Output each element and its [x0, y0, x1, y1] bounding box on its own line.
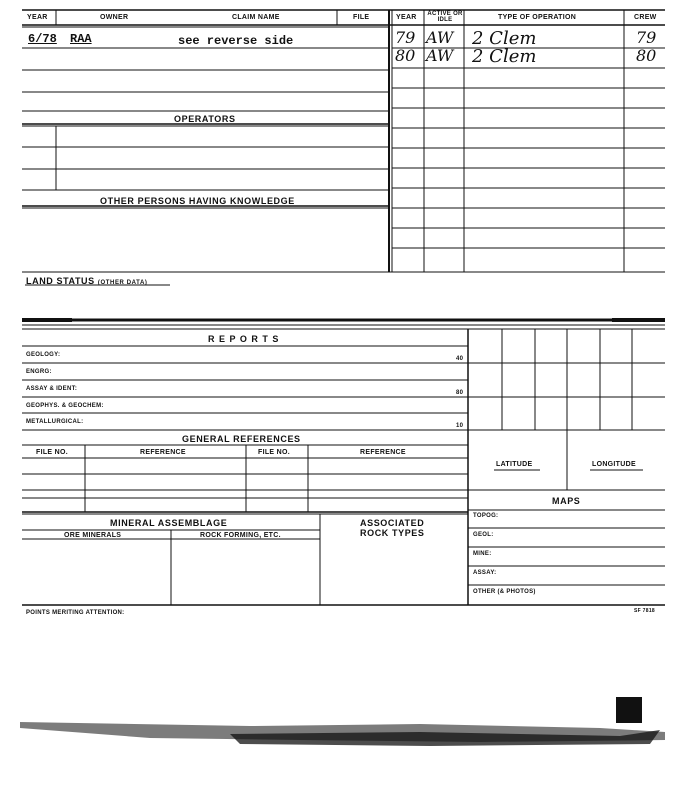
ref-file-no-1: FILE NO.	[36, 449, 68, 456]
rock-types-label: ROCK TYPES	[360, 528, 425, 538]
longitude-label: LONGITUDE	[592, 461, 636, 468]
reports-title: R E P O R T S	[208, 334, 280, 344]
points-meriting-attention: POINTS MERITING ATTENTION:	[26, 610, 125, 616]
activity-operation-1: 2 Clem	[472, 28, 537, 49]
entry-claim-name: see reverse side	[178, 34, 294, 48]
section-land-status: LAND STATUS (OTHER DATA)	[26, 276, 148, 286]
activity-crew-1: 79	[636, 28, 657, 47]
header-owner: OWNER	[100, 14, 129, 21]
ref-reference-1: REFERENCE	[140, 449, 186, 456]
ore-minerals-label: ORE MINERALS	[64, 532, 122, 539]
general-references-title: GENERAL REFERENCES	[182, 434, 301, 444]
maps-assay: ASSAY:	[473, 570, 497, 576]
form-code: SF 7818	[634, 608, 656, 614]
entry-year: 6/78	[28, 32, 57, 46]
entry-owner: RAA	[70, 32, 92, 46]
activity-status-1: AW	[426, 28, 454, 47]
report-geology-num: 40	[456, 356, 464, 362]
ref-file-no-2: FILE NO.	[258, 449, 290, 456]
activity-operation-2: 2 Clem	[472, 46, 537, 67]
report-assay: ASSAY & IDENT:	[26, 386, 78, 392]
header-type-of-operation: TYPE OF OPERATION	[498, 14, 577, 21]
activity-year-1: 79	[395, 28, 416, 47]
header-file: FILE	[353, 14, 370, 21]
header-activity-year: YEAR	[396, 14, 417, 21]
activity-crew-2: 80	[636, 46, 657, 65]
header-claim-name: CLAIM NAME	[232, 14, 280, 21]
report-geology: GEOLOGY:	[26, 352, 61, 358]
latitude-label: LATITUDE	[496, 461, 533, 468]
report-geophys: GEOPHYS. & GEOCHEM:	[26, 403, 104, 409]
maps-other: OTHER (& PHOTOS)	[473, 589, 536, 595]
section-operators: OPERATORS	[174, 114, 236, 124]
header-crew: CREW	[634, 14, 657, 21]
section-other-persons: OTHER PERSONS HAVING KNOWLEDGE	[100, 196, 295, 206]
activity-status-2: AW	[426, 46, 454, 65]
report-metallurgical: METALLURGICAL:	[26, 419, 84, 425]
ref-reference-2: REFERENCE	[360, 449, 406, 456]
maps-mine: MINE:	[473, 551, 492, 557]
maps-topog: TOPOG:	[473, 513, 499, 519]
report-engrg: ENGRG:	[26, 369, 52, 375]
header-active-or-idle: ACTIVE OR IDLE	[427, 11, 463, 23]
report-metallurgical-num: 10	[456, 423, 464, 429]
maps-title: MAPS	[552, 496, 581, 506]
report-assay-num: 80	[456, 390, 464, 396]
associated-label: ASSOCIATED	[360, 518, 425, 528]
activity-year-2: 80	[395, 46, 416, 65]
header-year: YEAR	[27, 14, 48, 21]
maps-geol: GEOL:	[473, 532, 494, 538]
rock-forming-label: ROCK FORMING, ETC.	[200, 532, 281, 539]
mineral-assemblage-title: MINERAL ASSEMBLAGE	[110, 518, 228, 528]
